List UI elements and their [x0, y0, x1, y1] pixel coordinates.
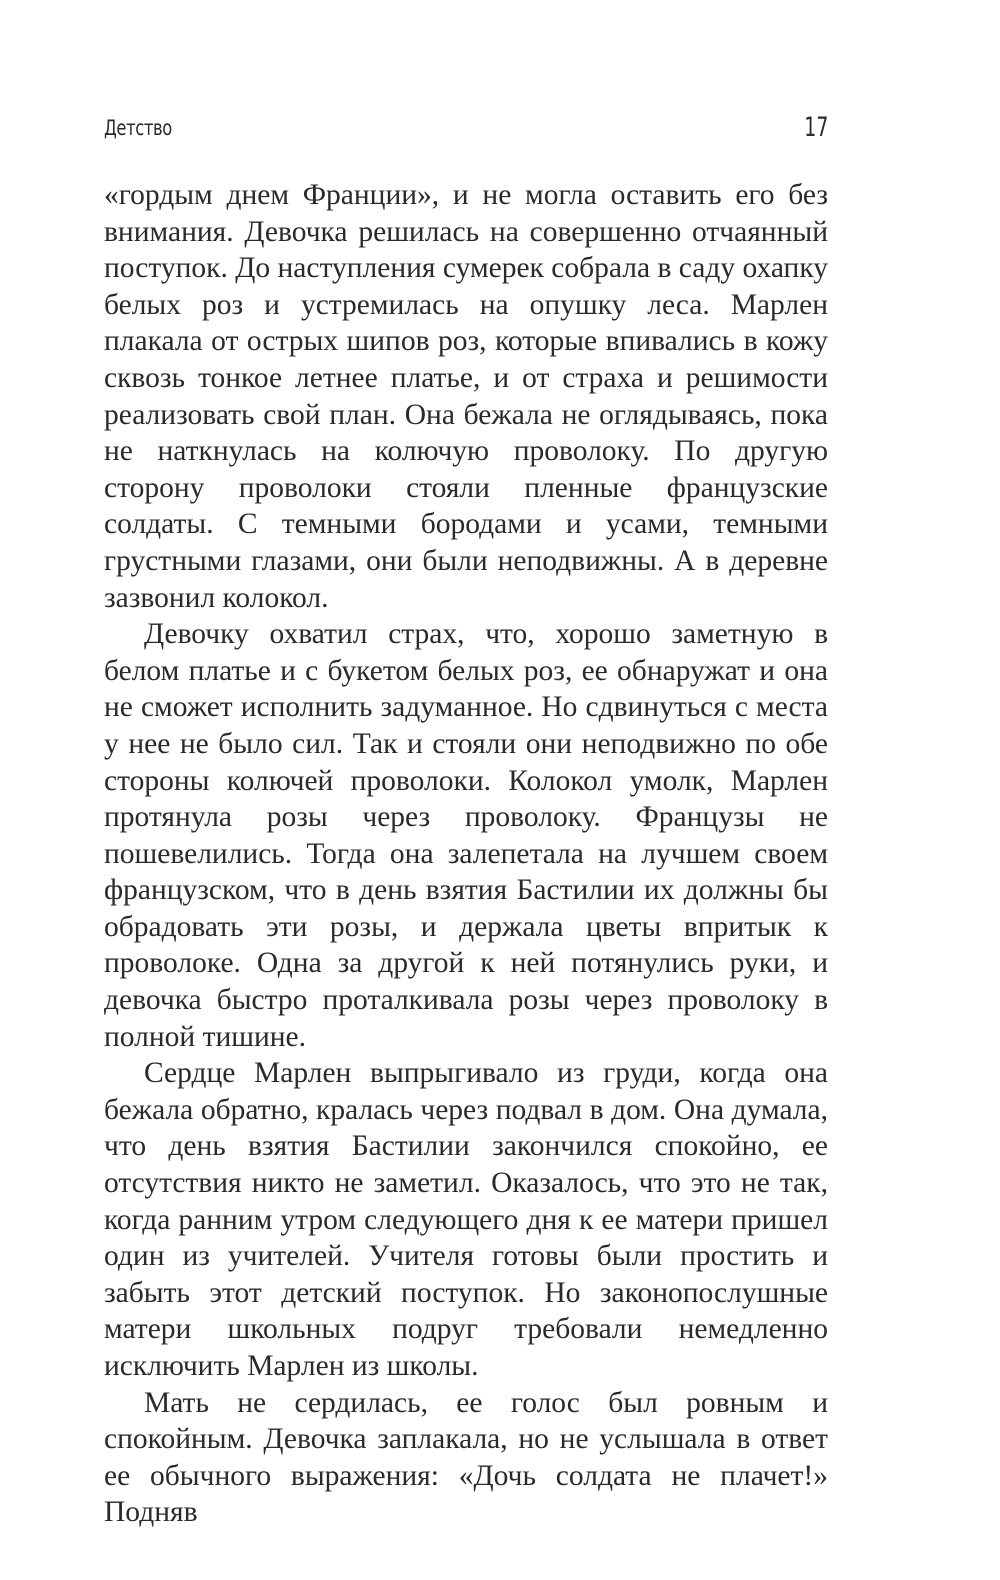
page-number: 17 — [803, 112, 828, 143]
body-text — [104, 177, 828, 1531]
paragraph-1: «гордым днем Франции», и не могла оставить его без внимания. Девочка решилась на совершенно отчаянный поступок. До наступления сумерек собрала в саду охапку белых роз и устремилась на опушку леса. Марлен плакала от острых шипов роз, которые впивались в кожу сквозь тонкое летнее платье, и от страха и решимости реализовать свой план. Она бежала не оглядываясь, пока не наткнулась на колючую проволоку. По другую сторону проволоки стояли пленные французские солдаты. С темными бородами и усами, темными грустными глазами, они были неподвижны. А в деревне зазвонил колокол. — [104, 179, 828, 614]
running-header-title: Детство — [104, 116, 172, 140]
paragraph-4: Мать не сердилась, ее голос был ровным и спокойным. Девочка заплакала, но не услышала в ответ ее обычного выражения: «Дочь солдата не плачет!» Подняв — [104, 1386, 828, 1529]
paragraph-3: Сердце Марлен выпрыгивало из груди, когда она бежала обратно, кралась через подвал в дом. Она думала, что день взятия Бастилии закончился спокойно, ее отсутствия никто не заметил. Оказалось, что это не так, когда ранним утром следующего дня к ее матери пришел один из учителей. Учителя готовы были простить и забыть этот детский поступок. Но законопослушные матери школьных подруг требовали немедленно исключить Марлен из школы. — [104, 1057, 828, 1382]
paragraph-2: Девочку охватил страх, что, хорошо заметную в белом платье и с букетом белых роз, ее обнаружат и она не сможет исполнить задуманное. Но сдвинуться с места у нее не было сил. Так и стояли они неподвижно по обе стороны колючей проволоки. Колокол умолк, Марлен протянула розы через проволоку. Французы не пошевелились. Тогда она залепетала на лучшем своем французском, что в день взятия Бастилии их должны бы обрадовать эти розы, и держала цветы впритык к проволоке. Одна за другой к ней потянулись руки, и девочка быстро проталкивала розы через проволоку в полной тишине. — [104, 618, 828, 1053]
